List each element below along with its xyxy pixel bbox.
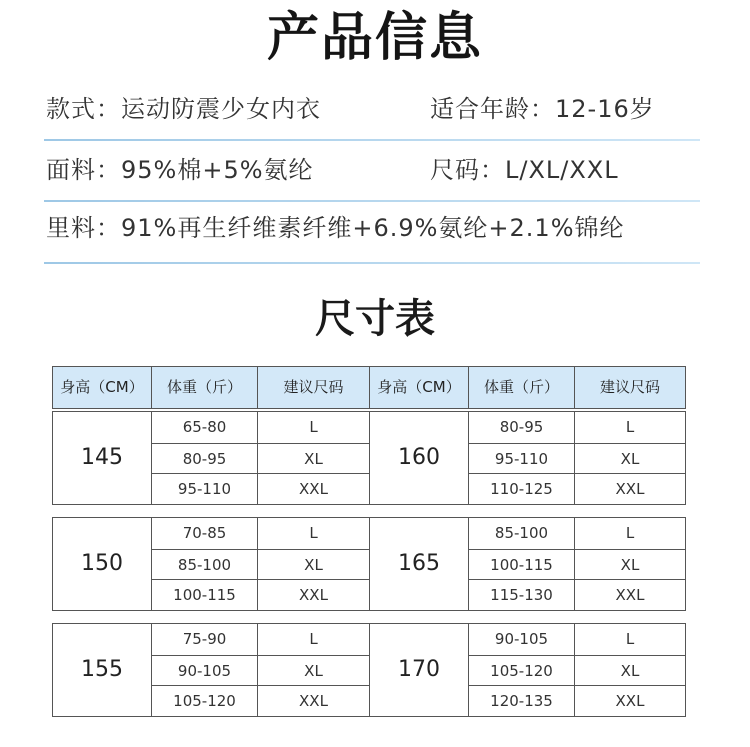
- weight-value: 100-115: [152, 579, 257, 610]
- weight-value: 105-120: [152, 685, 257, 716]
- weight-value: 100-115: [469, 549, 574, 580]
- info-fabric: 面料：95%棉+5%氨纶: [46, 156, 314, 184]
- weight-value: 65-80: [182, 418, 227, 436]
- size-value: L: [625, 630, 635, 648]
- size-value: L: [309, 524, 318, 542]
- height-value: 145: [81, 445, 123, 470]
- page-title: 产品信息: [266, 8, 483, 68]
- info-size: 尺码：L/XL/XXL: [430, 156, 619, 184]
- size-value: L: [309, 418, 318, 436]
- size-value: XXL: [258, 473, 369, 504]
- weight-value: 75-90: [182, 630, 227, 648]
- header-size: 建议尺码: [574, 367, 685, 408]
- weight-column: [468, 624, 574, 716]
- size-value: XXL: [575, 685, 685, 716]
- divider: [44, 262, 700, 264]
- size-block: [52, 411, 370, 505]
- weight-column: [151, 412, 257, 504]
- weight-value: 90-105: [152, 655, 257, 686]
- divider: [44, 139, 700, 141]
- height-value: 150: [81, 551, 123, 576]
- size-value: XXL: [575, 579, 685, 610]
- height-value: 165: [398, 551, 440, 576]
- weight-column: [151, 518, 257, 610]
- info-age: 适合年龄：12-16岁: [430, 95, 655, 123]
- height-value: 155: [81, 657, 123, 682]
- size-column: [574, 624, 685, 716]
- divider: [44, 200, 700, 202]
- size-block: [369, 411, 686, 505]
- size-column: [574, 412, 685, 504]
- header-weight: 体重（斤）: [468, 367, 574, 408]
- size-block: [52, 623, 370, 717]
- size-value: XL: [258, 443, 369, 474]
- size-value: XL: [258, 655, 369, 686]
- size-block: [369, 517, 686, 611]
- size-value: L: [309, 630, 318, 648]
- header-weight: 体重（斤）: [151, 367, 257, 408]
- size-block: [52, 517, 370, 611]
- size-value: XL: [575, 443, 685, 474]
- size-value: XXL: [575, 473, 685, 504]
- size-value: XXL: [258, 685, 369, 716]
- weight-value: 80-95: [152, 443, 257, 474]
- weight-value: 70-85: [182, 524, 227, 542]
- header-size: 建议尺码: [257, 367, 369, 408]
- size-table-header-left: [52, 366, 370, 409]
- size-table-header-right: [369, 366, 686, 409]
- weight-value: 110-125: [469, 473, 574, 504]
- size-chart-title: 尺寸表: [315, 296, 435, 342]
- weight-value: 90-105: [494, 630, 549, 648]
- header-height: 身高（CM）: [60, 378, 144, 396]
- weight-value: 105-120: [469, 655, 574, 686]
- weight-value: 115-130: [469, 579, 574, 610]
- weight-value: 95-110: [469, 443, 574, 474]
- size-value: L: [625, 524, 635, 542]
- size-value: L: [625, 418, 635, 436]
- weight-column: [468, 518, 574, 610]
- size-block: [369, 623, 686, 717]
- weight-column: [151, 624, 257, 716]
- weight-value: 120-135: [469, 685, 574, 716]
- size-column: [257, 518, 369, 610]
- weight-value: 95-110: [152, 473, 257, 504]
- height-value: 160: [398, 445, 440, 470]
- weight-value: 80-95: [499, 418, 544, 436]
- size-value: XL: [258, 549, 369, 580]
- info-lining: 里料：91%再生纤维素纤维+6.9%氨纶+2.1%锦纶: [46, 214, 625, 242]
- size-column: [574, 518, 685, 610]
- height-value: 170: [398, 657, 440, 682]
- size-column: [257, 624, 369, 716]
- size-value: XL: [575, 655, 685, 686]
- header-height: 身高（CM）: [377, 378, 461, 396]
- weight-value: 85-100: [494, 524, 549, 542]
- weight-column: [468, 412, 574, 504]
- size-column: [257, 412, 369, 504]
- info-style: 款式：运动防震少女内衣: [46, 95, 321, 123]
- weight-value: 85-100: [152, 549, 257, 580]
- size-value: XXL: [258, 579, 369, 610]
- size-value: XL: [575, 549, 685, 580]
